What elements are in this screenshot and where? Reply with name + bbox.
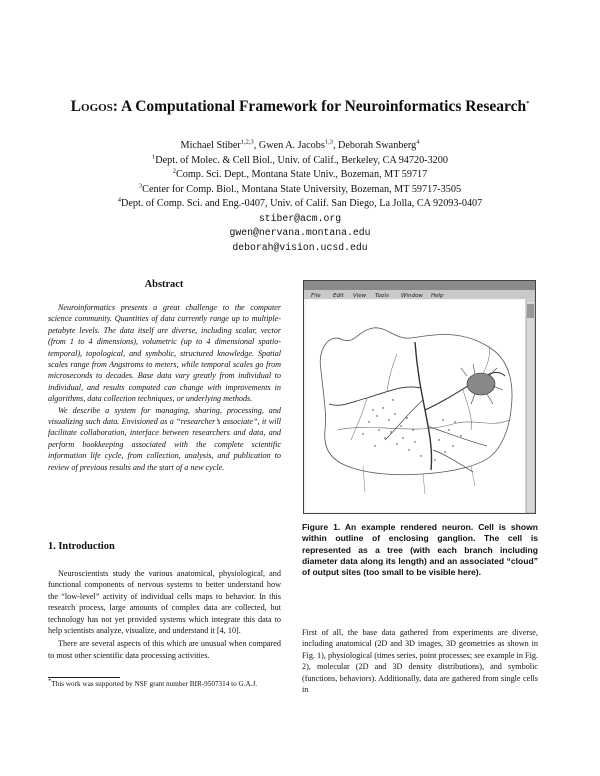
email-deborah: deborah@vision.ucsd.edu — [232, 241, 368, 253]
title-footnote-mark: * — [526, 99, 530, 107]
author-block — [0, 139, 600, 255]
affiliation-mark: 2 — [172, 167, 176, 175]
author-names — [0, 139, 600, 154]
affiliation-text: Dept. of Molec. & Cell Biol., Univ. of Calif., Berkeley, CA 94720-3200 — [155, 154, 448, 166]
author-name: , Gwen A. Jacobs — [253, 140, 325, 151]
affiliation-mark: 1 — [152, 153, 156, 161]
section-heading-introduction: 1. Introduction — [48, 541, 115, 552]
affiliation — [0, 183, 600, 198]
figure-1-caption: Figure 1. An example rendered neuron. Cell is shown within outline of enclosing ganglion. The cell is represented as a tree (with each branch including diameter data along its length) and an associated “cloud” of output sites (too small to be visible here). — [302, 522, 538, 578]
author-name: , Deborah Swanberg — [332, 140, 417, 151]
menu-item-help: Help — [431, 293, 444, 299]
menu-item-window: Window — [401, 293, 423, 299]
title-logo-word: Logos — [70, 98, 113, 115]
menu-item-edit: Edit — [333, 293, 344, 299]
affiliation — [0, 154, 600, 169]
neuron-soma-cluster — [467, 373, 495, 395]
intro-paragraph: There are several aspects of this which are unusual when compared to most other scientific data processing activities. — [48, 639, 281, 660]
author-affil-mark: 1,3 — [324, 138, 333, 146]
email-gwen: gwen@nervana.montana.edu — [229, 227, 371, 238]
abstract-body — [48, 302, 281, 473]
footnote — [48, 677, 281, 690]
footnote-text: This work was supported by NSF grant number BIR-9507314 to G.A.J. — [51, 680, 258, 688]
neuron-render-image — [303, 280, 536, 514]
title-text: : A Computational Framework for Neuroinformatics Research — [112, 98, 527, 115]
right-column-body — [302, 627, 538, 695]
author-affil-mark: 4 — [416, 138, 420, 146]
paper-title — [0, 98, 600, 116]
email-stiber: stiber@acm.org — [258, 212, 342, 224]
render-canvas — [306, 300, 525, 512]
affiliation-mark: 3 — [138, 182, 143, 190]
scroll-thumb — [527, 304, 534, 318]
scrollbar — [526, 300, 535, 513]
abstract-paragraph: Neuroinformatics presents a great challenge to the computer science community. Quantities of data currently range up to multiple-petabyte levels. The data itself are diverse, including scalar, vector (from 1 to 4 dimensions), volumetric (up to 4 dimensional spatio-temporal), topological, and symbolic, structured knowledge. Spatial scales range from Angstroms to meters, while temporal scales go from microseconds to decades. Base data vary greatly from individual to individual, and results computed can change with improvements in algorithms, data collection techniques, or underlying methods. — [48, 303, 281, 404]
menu-item-tools: Tools — [375, 293, 389, 299]
affiliation-text: Center for Comp. Biol., Montana State University, Bozeman, MT 59717-3505 — [142, 183, 462, 195]
window-titlebar — [304, 281, 535, 290]
body-paragraph: First of all, the base data gathered from experiments are diverse, including anatomical (2D and 3D images, 3D geometries as shown in Fig. 1), physiological (times series, point processes; see example in Fig. 2), molecular (2D and 3D density distributions), and symbolic (functions, behaviors). Additionally, data are gathered from single cells in — [302, 628, 538, 695]
menu-item-file: File — [311, 293, 321, 299]
footnote-mark: * — [48, 677, 52, 685]
affiliation — [0, 197, 600, 212]
abstract-heading: Abstract — [144, 279, 184, 290]
affiliation-text: Dept. of Comp. Sci. and Eng.-0407, Univ. of Calif. San Diego, La Jolla, CA 92093-0407 — [121, 198, 483, 209]
author-name: Michael Stiber — [180, 140, 241, 151]
author-affil-mark: 1,2,3 — [240, 138, 254, 146]
footnote-rule — [48, 677, 120, 678]
affiliation — [0, 168, 600, 183]
affiliation-mark: 4 — [117, 196, 121, 204]
menu-item-view: View — [353, 293, 367, 299]
affiliation-text: Comp. Sci. Dept., Montana State Univ., Bozeman, MT 59717 — [175, 169, 428, 180]
intro-paragraph: Neuroscientists study the various anatomical, physiological, and functional components of nervous systems to better understand how the “low-level” activity of individual cells maps to behavior. In this research process, large amounts of complex data are collected, but technology has not yet provided systems which integrate this data to help scientists analyze, visualize, and understand it [4, 10]. — [48, 569, 281, 636]
introduction-body — [48, 568, 281, 663]
figure-1-neuron-render — [303, 280, 536, 514]
abstract-paragraph: We describe a system for managing, sharing, processing, and visualizing such data. Envisioned as a “researcher’s associate”, it will facilitate collaboration, interface between researchers and data, and perform bookkeeping associated with the complete scientific information life cycle, from collection, analysis, and publication to review of previous results and the start of a new cycle. — [48, 405, 281, 472]
